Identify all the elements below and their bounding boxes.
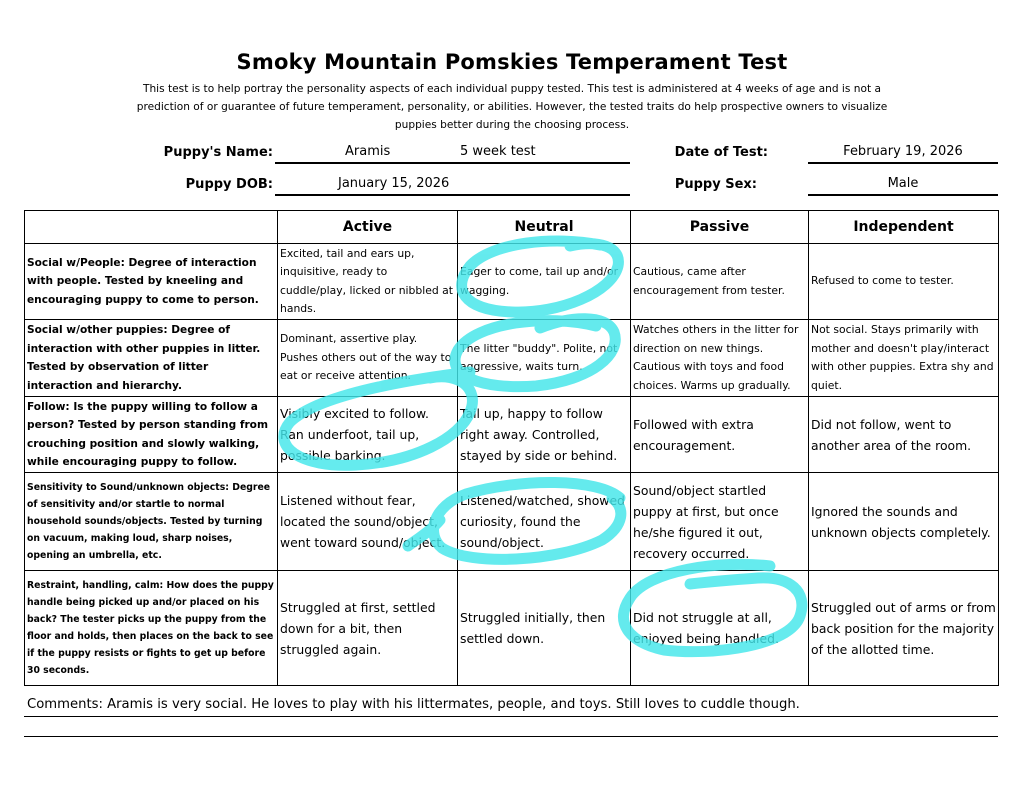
cell-passive: Watches others in the litter for direction on new things. Cautious with toys and food choices. Warms up gradually.	[631, 320, 809, 397]
cell-neutral: Tail up, happy to follow right away. Controlled, stayed by side or behind.	[458, 397, 631, 473]
date-of-test-label: Date of Test:	[674, 145, 768, 160]
criterion-sensitivity: Sensitivity to Sound/unknown objects: Degree of sensitivity and/or startle to normal household sounds/objects. Tested by turning on vacuum, making loud, sharp noises, opening an umbrella, etc.	[25, 473, 278, 571]
cell-passive: Followed with extra encouragement.	[631, 397, 809, 473]
puppy-dob-label: Puppy DOB:	[185, 177, 273, 192]
date-underline	[808, 162, 998, 164]
header-row	[25, 211, 999, 244]
cell-active: Struggled at first, settled down for a bit, then struggled again.	[278, 571, 458, 686]
cell-passive: Did not struggle at all, enjoyed being handled.	[631, 571, 809, 686]
cell-independent: Did not follow, went to another area of the room.	[809, 397, 999, 473]
page-title: Smoky Mountain Pomskies Temperament Test	[236, 50, 788, 74]
table-row	[25, 397, 999, 473]
cell-active: Visibly excited to follow. Ran underfoot, tail up, possible barking.	[278, 397, 458, 473]
temperament-table	[24, 210, 999, 686]
cell-neutral: Eager to come, tail up and/or wagging.	[458, 244, 631, 320]
header-neutral: Neutral	[458, 211, 631, 244]
cell-active: Listened without fear, located the sound/object, went toward sound/object.	[278, 473, 458, 571]
cell-independent: Ignored the sounds and unknown objects completely.	[809, 473, 999, 571]
criterion-restraint: Restraint, handling, calm: How does the puppy handle being picked up and/or placed on his back? The tester picks up the puppy from the floor and holds, then places on the back to see if the puppy resists or fights to get up before 30 seconds.	[25, 571, 278, 686]
test-note: 5 week test	[460, 144, 536, 159]
cell-passive: Sound/object startled puppy at first, but once he/she figured it out, recovery occurred.	[631, 473, 809, 571]
cell-neutral: Struggled initially, then settled down.	[458, 571, 631, 686]
comments-blank-line	[24, 736, 998, 737]
cell-passive: Cautious, came after encouragement from tester.	[631, 244, 809, 320]
cell-active: Dominant, assertive play. Pushes others out of the way to eat or receive attention.	[278, 320, 458, 397]
table-row	[25, 571, 999, 686]
name-underline	[275, 162, 630, 164]
table-row	[25, 320, 999, 397]
header-passive: Passive	[631, 211, 809, 244]
table-row	[25, 473, 999, 571]
criterion-social-people: Social w/People: Degree of interaction with people. Tested by kneeling and encouraging puppy to come to person.	[25, 244, 278, 320]
cell-active: Excited, tail and ears up, inquisitive, ready to cuddle/play, licked or nibbled at hands.	[278, 244, 458, 320]
header-blank	[25, 211, 278, 244]
criterion-social-puppies: Social w/other puppies: Degree of interaction with other puppies in litter. Tested by observation of litter interaction and hierarchy.	[25, 320, 278, 397]
table-row	[25, 244, 999, 320]
cell-independent: Not social. Stays primarily with mother and doesn't play/interact with other puppies. Extra shy and quiet.	[809, 320, 999, 397]
header-independent: Independent	[809, 211, 999, 244]
puppy-dob-value: January 15, 2026	[338, 176, 450, 191]
puppy-sex-value: Male	[887, 176, 919, 191]
intro-paragraph: This test is to help portray the personality aspects of each individual puppy tested. This test is administered at 4 weeks of age and is not a prediction of or guarantee of future temperament, personality, or abilities. However, the tested traits do help prospective owners to visualize puppies better during the choosing process.	[136, 83, 888, 131]
puppy-name-label: Puppy's Name:	[163, 145, 273, 160]
cell-neutral: Listened/watched, showed curiosity, found the sound/object.	[458, 473, 631, 571]
date-of-test-value: February 19, 2026	[843, 144, 963, 159]
puppy-sex-label: Puppy Sex:	[674, 177, 757, 192]
criterion-follow: Follow: Is the puppy willing to follow a person? Tested by person standing from crouching position and slowly walking, while encouraging puppy to follow.	[25, 397, 278, 473]
header-active: Active	[278, 211, 458, 244]
comments-underline	[24, 716, 998, 717]
cell-independent: Refused to come to tester.	[809, 244, 999, 320]
sex-underline	[808, 194, 998, 196]
comments-text: Comments: Aramis is very social. He loves to play with his littermates, people, and toys. Still loves to cuddle though.	[27, 697, 800, 712]
cell-neutral: The litter "buddy". Polite, not aggressive, waits turn.	[458, 320, 631, 397]
puppy-name-value: Aramis	[345, 144, 391, 159]
cell-independent: Struggled out of arms or from back position for the majority of the allotted time.	[809, 571, 999, 686]
dob-underline	[275, 194, 630, 196]
